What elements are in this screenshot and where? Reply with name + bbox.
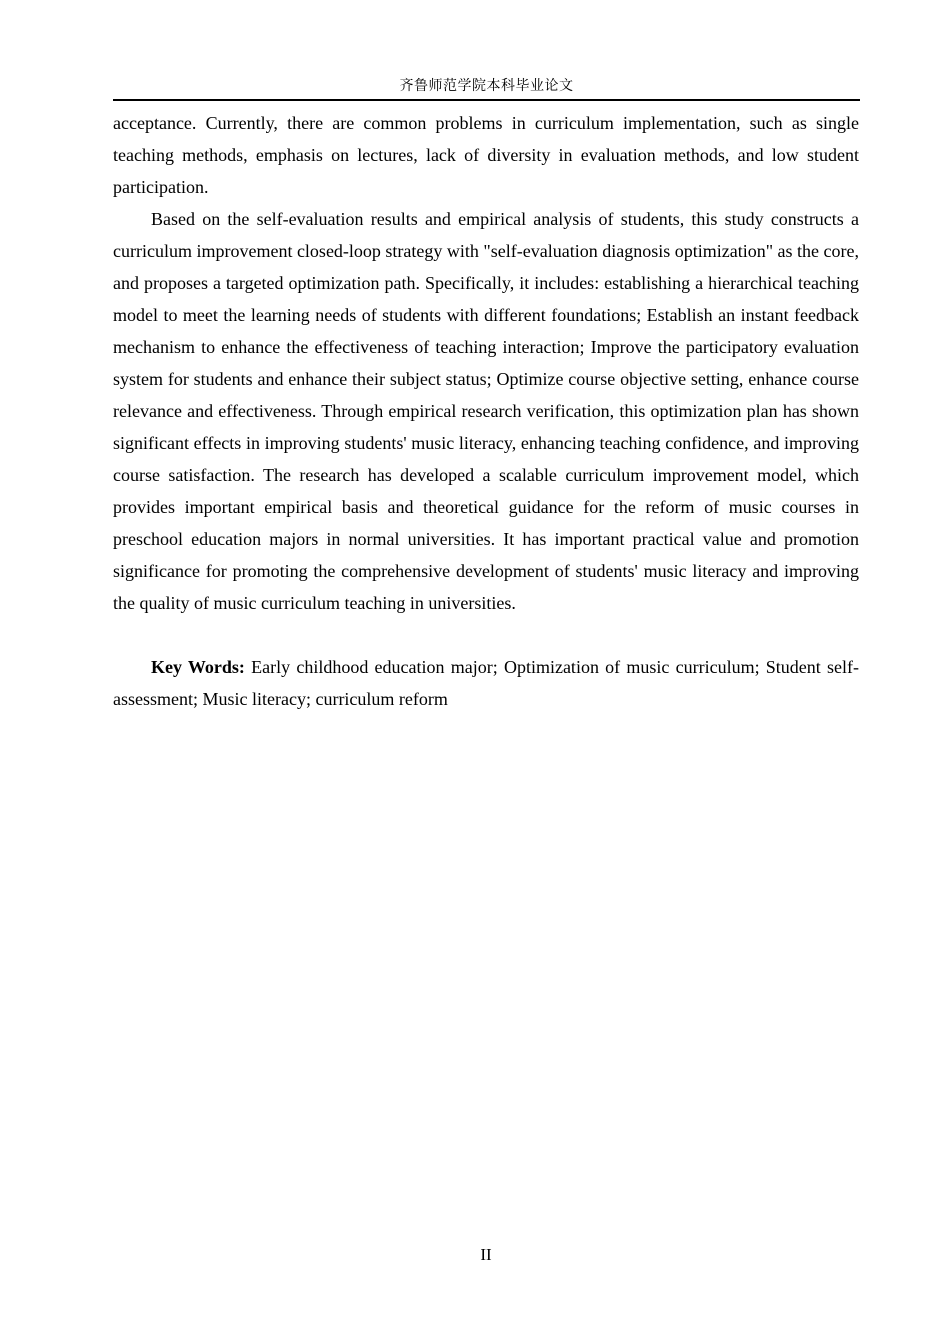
running-header: 齐鲁师范学院本科毕业论文 xyxy=(399,78,574,94)
keywords-line xyxy=(113,651,859,715)
abstract-paragraph-continued: acceptance. Currently, there are common problems in curriculum implementation, such as single teaching methods, emphasis on lectures, lack of diversity in evaluation methods, and low student participation. xyxy=(113,113,859,197)
abstract-body xyxy=(113,107,859,715)
header-rule xyxy=(113,99,860,101)
abstract-paragraph-main: Based on the self-evaluation results and empirical analysis of students, this study constructs a curriculum improvement closed-loop strategy with "self-evaluation diagnosis optimization" as the core, and proposes a targeted optimization path. Specifically, it includes: establishing a hierarchical teaching model to meet the learning needs of students with different foundations; Establish an instant feedback mechanism to enhance the effectiveness of teaching interaction; Improve the participatory evaluation system for students and enhance their subject status; Optimize course objective setting, enhance course relevance and effectiveness. Through empirical research verification, this optimization plan has shown significant effects in improving students' music literacy, enhancing teaching confidence, and improving course satisfaction. The research has developed a scalable curriculum improvement model, which provides important empirical basis and theoretical guidance for the reform of music courses in preschool education majors in normal universities. It has important practical value and promotion significance for promoting the comprehensive development of students' music literacy and improving the quality of music curriculum teaching in universities. xyxy=(113,209,859,613)
keywords-label: Key Words: xyxy=(151,657,245,677)
keywords-text: Early childhood education major; Optimization of music curriculum; Student self-assessment; Music literacy; curriculum reform xyxy=(113,657,860,709)
page-number: II xyxy=(480,1245,492,1264)
